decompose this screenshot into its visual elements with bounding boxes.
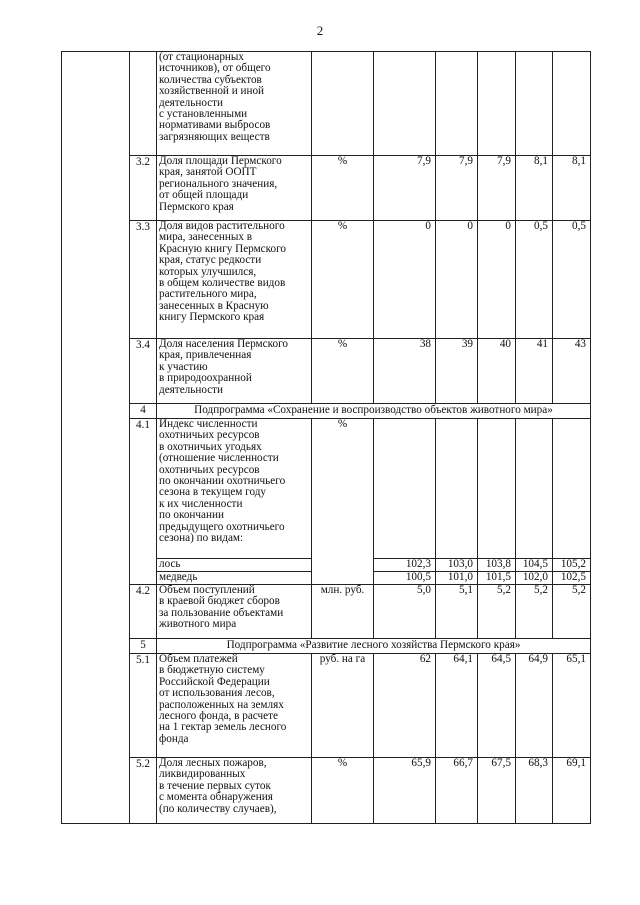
empty-cell (62, 52, 130, 156)
value-cell: 102,0 (516, 572, 553, 585)
value-cell: 7,9 (374, 156, 436, 221)
value-cell (436, 419, 478, 559)
value-cell (516, 52, 553, 156)
table-row (62, 156, 591, 221)
empty-cell (62, 404, 130, 419)
value-cell: 7,9 (478, 156, 516, 221)
value-cell (553, 419, 591, 559)
unit-cell: % (312, 419, 374, 585)
unit-cell: млн. руб. (312, 585, 374, 639)
value-cell (516, 419, 553, 559)
value-cell: 69,1 (553, 758, 591, 824)
table-row (62, 52, 591, 156)
value-cell (374, 52, 436, 156)
unit-cell: % (312, 339, 374, 404)
value-cell: 101,5 (478, 572, 516, 585)
indicator-name: Доля населения Пермского края, привлеченная к участию в природоохранной деятельности (157, 339, 312, 404)
value-cell: 5,2 (553, 585, 591, 639)
value-cell (374, 419, 436, 559)
unit-cell: % (312, 758, 374, 824)
section-title: Подпрограмма «Развитие лесного хозяйства Пермского края» (157, 639, 591, 654)
value-cell: 100,5 (374, 572, 436, 585)
unit-cell: % (312, 156, 374, 221)
page-number: 2 (316, 23, 324, 38)
value-cell: 66,7 (436, 758, 478, 824)
table-row (62, 419, 591, 559)
value-cell: 64,9 (516, 654, 553, 758)
indicator-name: Доля видов растительного мира, занесенных в Красную книгу Пермского края, статус редкости которых улучшился, в общем количестве видов растительного мира, занесенных в Красную книгу Пермского края (157, 221, 312, 339)
value-cell (478, 52, 516, 156)
table-row (62, 585, 591, 639)
empty-cell (62, 758, 130, 824)
table-row (62, 221, 591, 339)
unit-cell (312, 52, 374, 156)
species-label: медведь (157, 572, 312, 585)
row-number: 4.2 (130, 585, 157, 639)
row-number: 5.1 (130, 654, 157, 758)
value-cell: 65,9 (374, 758, 436, 824)
value-cell: 43 (553, 339, 591, 404)
indicator-name: Доля лесных пожаров, ликвидированных в течение первых суток с момента обнаружения (по количеству случаев), (157, 758, 312, 824)
empty-cell (62, 339, 130, 404)
value-cell (478, 419, 516, 559)
row-number: 5.2 (130, 758, 157, 824)
table-row (62, 758, 591, 824)
value-cell: 67,5 (478, 758, 516, 824)
value-cell: 103,8 (478, 559, 516, 572)
section-row (62, 639, 591, 654)
table-row (62, 339, 591, 404)
row-number: 4.1 (130, 419, 157, 585)
value-cell: 65,1 (553, 654, 591, 758)
indicator-name: Объем платежей в бюджетную систему Российской Федерации от использования лесов, расположенных на землях лесного фонда, в расчете на 1 гектар земель лесного фонда (157, 654, 312, 758)
value-cell: 5,0 (374, 585, 436, 639)
value-cell: 104,5 (516, 559, 553, 572)
value-cell: 41 (516, 339, 553, 404)
table-row (62, 654, 591, 758)
empty-cell (62, 419, 130, 585)
indicator-name: (от стационарных источников), от общего количества субъектов хозяйственной и иной деятельности с установленными нормативами выбросов загрязняющих веществ (157, 52, 312, 156)
value-cell: 5,1 (436, 585, 478, 639)
empty-cell (62, 221, 130, 339)
value-cell (436, 52, 478, 156)
value-cell: 38 (374, 339, 436, 404)
row-number: 3.3 (130, 221, 157, 339)
value-cell: 0 (436, 221, 478, 339)
section-number: 5 (130, 639, 157, 654)
indicators-table (61, 51, 591, 824)
value-cell: 68,3 (516, 758, 553, 824)
value-cell: 101,0 (436, 572, 478, 585)
value-cell: 103,0 (436, 559, 478, 572)
value-cell: 102,3 (374, 559, 436, 572)
row-number: 3.4 (130, 339, 157, 404)
value-cell: 40 (478, 339, 516, 404)
value-cell: 0,5 (516, 221, 553, 339)
value-cell: 102,5 (553, 572, 591, 585)
indicator-name: Доля площади Пермского края, занятой ООПТ регионального значения, от общей площади Пермского края (157, 156, 312, 221)
value-cell: 5,2 (478, 585, 516, 639)
row-number: 3.2 (130, 156, 157, 221)
value-cell: 105,2 (553, 559, 591, 572)
section-title: Подпрограмма «Сохранение и воспроизводство объектов животного мира» (157, 404, 591, 419)
value-cell: 64,5 (478, 654, 516, 758)
species-label: лось (157, 559, 312, 572)
section-row (62, 404, 591, 419)
indicator-name: Объем поступлений в краевой бюджет сборов за пользование объектами животного мира (157, 585, 312, 639)
value-cell: 0 (374, 221, 436, 339)
value-cell: 8,1 (553, 156, 591, 221)
value-cell: 0,5 (553, 221, 591, 339)
section-number: 4 (130, 404, 157, 419)
value-cell: 64,1 (436, 654, 478, 758)
empty-cell (62, 639, 130, 654)
value-cell (553, 52, 591, 156)
value-cell: 39 (436, 339, 478, 404)
value-cell: 7,9 (436, 156, 478, 221)
row-number (130, 52, 157, 156)
indicator-name: Индекс численности охотничьих ресурсов в охотничьих угодьях (отношение численности охотничьих ресурсов по окончании охотничьего сезона в текущем году к их численности по окончании предыдущего охотничьего сезона) по видам: (157, 419, 312, 559)
empty-cell (62, 654, 130, 758)
unit-cell: % (312, 221, 374, 339)
value-cell: 5,2 (516, 585, 553, 639)
empty-cell (62, 156, 130, 221)
empty-cell (62, 585, 130, 639)
value-cell: 0 (478, 221, 516, 339)
value-cell: 62 (374, 654, 436, 758)
unit-cell: руб. на га (312, 654, 374, 758)
value-cell: 8,1 (516, 156, 553, 221)
